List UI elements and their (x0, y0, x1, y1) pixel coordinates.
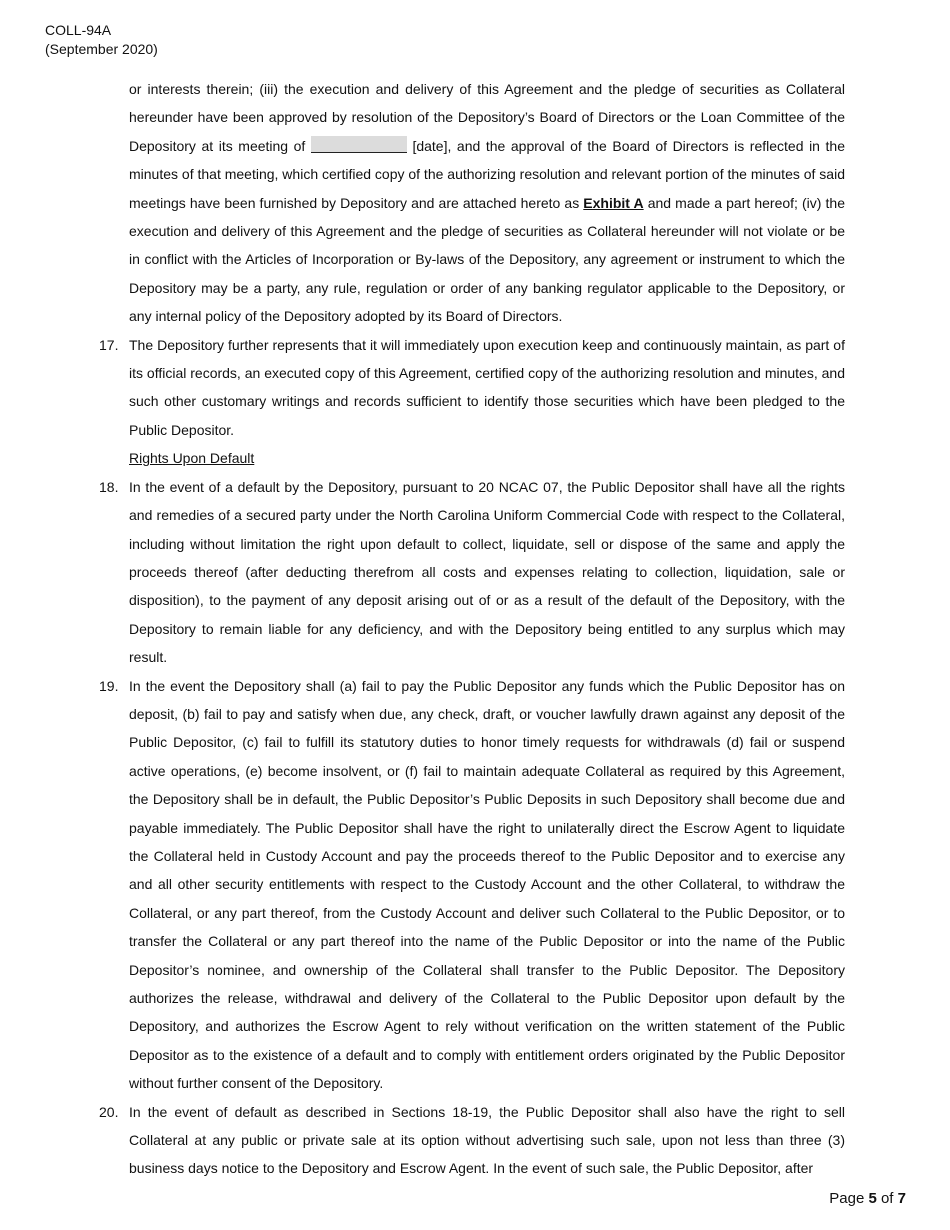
section-19-text: In the event the Depository shall (a) fail to pay the Public Depositor any funds which the Public Depositor has on deposit, (b) fail to pay and satisfy when due, any check, draft, or voucher lawfully drawn against any deposit of the Public Depositor, (c) fail to fulfill its statutory duties to honor timely requests for withdrawals (d) fail or suspend active operations, (e) become insolvent, or (f) fail to maintain adequate Collateral as required by this Agreement, the Depository shall be in default, the Public Depositor’s Public Deposits in such Depository shall become due and payable immediately. The Public Depositor shall have the right to unilaterally direct the Escrow Agent to liquidate the Collateral held in Custody Account and pay the proceeds thereof to the Public Depositor and to exercise any and all other security entitlements with respect to the Custody Account and the other Collateral, to withdraw the Collateral, or any part thereof, from the Custody Account and deliver such Collateral to the Public Depositor, or to transfer the Collateral or any part thereof into the name of the Public Depositor or into the name of the Public Depositor’s nominee, and ownership of the Collateral shall transfer to the Public Depositor. The Depository authorizes the release, withdrawal and delivery of the Collateral to the Public Depositor upon default by the Depository, and authorizes the Escrow Agent to rely without verification on the written statement of the Public Depositor as to the existence of a default and to comply with entitlement orders originated by the Public Depositor without further consent of the Depository. (129, 677, 845, 1092)
section-18-number: 18. (99, 478, 119, 495)
page-total: 7 (897, 1190, 906, 1207)
section-16-continuation (129, 75, 845, 331)
section-16-text-part2: and made a part hereof; (iv) the execution and delivery of this Agreement and the pledge of securities as Collateral hereunder will not violate or be in conflict with the Articles of Incorporation or By-laws of the Depository, any agreement or instrument to which the Depository may be a party, any rule, regulation or order of any banking regulator applicable to the Depository, or any internal policy of the Depository adopted by its Board of Directors. (129, 194, 845, 325)
rights-upon-default-heading: Rights Upon Default (129, 450, 255, 467)
section-20-text: In the event of default as described in Sections 18-19, the Public Depositor shall also have the right to sell Collateral at any public or private sale at its option without advertising such sale, upon not less than three (3) business days notice to the Depository and Escrow Agent. In the event of such sale, the Public Depositor, after (129, 1103, 845, 1177)
form-code: COLL-94A (45, 22, 112, 38)
exhibit-a-reference: Exhibit A (583, 194, 644, 211)
page-prefix: Page (829, 1190, 869, 1207)
section-20-number: 20. (99, 1103, 119, 1120)
section-19 (99, 672, 845, 1098)
section-20 (99, 1098, 845, 1183)
form-header (45, 21, 158, 59)
meeting-date-field[interactable] (311, 136, 407, 153)
section-17-text: The Depository further represents that it will immediately upon execution keep and continuously maintain, as part of its official records, an executed copy of this Agreement, certified copy of the authorizing resolution and minutes, and such other customary writings and records sufficient to identify those securities which have been pledged to the Public Depositor. (129, 336, 845, 438)
section-18-text: In the event of a default by the Depository, pursuant to 20 NCAC 07, the Public Depositor shall have all the rights and remedies of a secured party under the North Carolina Uniform Commercial Code with respect to the Collateral, including without limitation the right upon default to collect, liquidate, sell or dispose of the same and apply the proceeds thereof (after deducting therefrom all costs and expenses relating to collection, liquidation, sale or disposition), to the payment of any deposit arising out of or as a result of the default of the Depository, with the Depository to remain liable for any deficiency, and with the Depository being entitled to any surplus which may result. (129, 478, 845, 666)
page-current: 5 (868, 1190, 877, 1207)
section-16-text-date-suffix: [date], and the approval of the Board of Directors is reflected in the minutes of that meeting, which certified copy of the authorizing resolution and relevant portion of the minutes of said meetings have been furnished by Depository and are attached hereto as (129, 137, 845, 211)
page-of: of (876, 1190, 898, 1207)
page-number (829, 1189, 906, 1209)
section-18 (99, 473, 845, 672)
document-body (99, 75, 845, 1183)
section-17 (99, 331, 845, 445)
section-17-number: 17. (99, 336, 119, 353)
section-19-number: 19. (99, 677, 119, 694)
form-revision-date: (September 2020) (45, 41, 158, 57)
section-16-text-part1: or interests therein; (iii) the execution and delivery of this Agreement and the pledge of securities as Collateral hereunder have been approved by resolution of the Depository’s Board of Directors or the Loan Committee of the Depository at its meeting of (129, 81, 845, 154)
